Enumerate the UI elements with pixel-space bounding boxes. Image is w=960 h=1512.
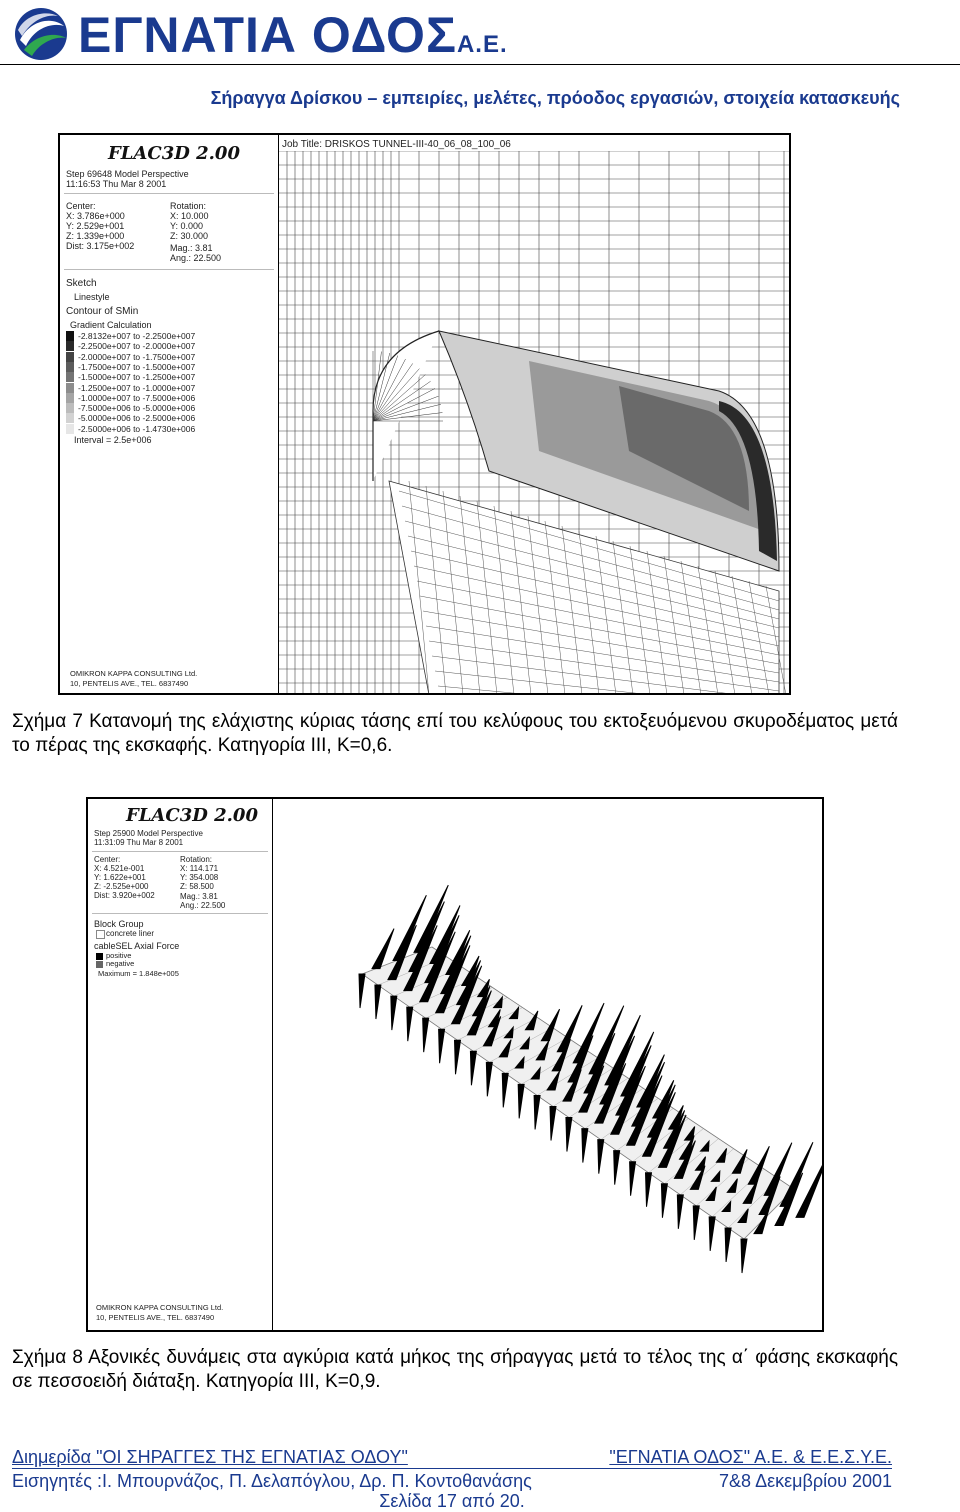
software-title: FLAC3D 2.00: [108, 143, 240, 164]
legend-entry: -7.5000e+006 to -5.0000e+006: [78, 403, 196, 414]
legend-swatch: [66, 352, 74, 362]
cable-arrow: [677, 1195, 683, 1229]
legend-swatch: [66, 362, 74, 372]
figure-1: [58, 133, 791, 695]
cable-arrow: [725, 1228, 731, 1262]
interval-label: Interval = 2.5e+006: [74, 435, 152, 445]
positive-swatch: [96, 953, 103, 960]
legend-swatch: [66, 413, 74, 423]
cable-arrow: [423, 1018, 429, 1052]
rotation-ang: Ang.: 22.500: [170, 253, 222, 263]
cable-arrow: [470, 1051, 476, 1085]
legend-entry: -1.7500e+007 to -1.5000e+007: [78, 361, 196, 372]
legend-entry: -2.2500e+007 to -2.0000e+007: [78, 341, 196, 352]
software-title: FLAC3D 2.00: [126, 805, 258, 826]
legend-entry: -5.0000e+006 to -2.5000e+006: [78, 413, 196, 424]
company-name: OMIKRON KAPPA CONSULTING Ltd.: [96, 1303, 224, 1312]
sketch-label: Sketch: [66, 278, 97, 289]
tunnel-mesh-plot: [279, 151, 791, 695]
rotation-z: Z: 58.500: [180, 882, 214, 891]
block-group-label: Block Group: [94, 919, 144, 929]
rotation-z: Z: 30.000: [170, 231, 209, 241]
company-address: 10, PENTELIS AVE., TEL. 6837490: [96, 1313, 215, 1322]
rotation-y: Y: 0.000: [170, 221, 204, 231]
linestyle-label: Linestyle: [74, 292, 110, 302]
anchor-force-plot: [274, 799, 822, 1330]
center-z: Z: -2.525e+000: [94, 882, 149, 891]
legend-swatch: [66, 393, 74, 403]
legend-entry: -1.2500e+007 to -1.0000e+007: [78, 382, 196, 393]
separator: [92, 913, 268, 914]
concrete-liner-swatch: [96, 930, 105, 939]
maximum-label: Maximum = 1.848e+005: [98, 969, 179, 978]
figure-2-info-panel: [88, 799, 273, 1330]
cable-arrow: [693, 1206, 699, 1240]
rotation-label: Rotation:: [170, 201, 207, 211]
cable-arrow: [709, 1217, 715, 1251]
rotation-x: X: 10.000: [170, 211, 209, 221]
cable-arrow: [486, 1062, 492, 1096]
cable-arrow: [375, 985, 381, 1019]
separator: [64, 193, 274, 194]
legend-swatch: [66, 341, 74, 351]
cable-arrow: [741, 1239, 747, 1273]
center-x: X: 3.786e+000: [66, 211, 125, 221]
footer-event: Διημερίδα "ΟΙ ΣΗΡΑΓΓΕΣ ΤΗΣ ΕΓΝΑΤΙΑΣ ΟΔΟΥ": [12, 1447, 408, 1467]
rotation-mag: Mag.: 3.81: [170, 243, 213, 253]
footer-line-1: [12, 1446, 892, 1468]
cable-arrow: [646, 1173, 652, 1207]
rotation-label: Rotation:: [180, 855, 213, 864]
cable-arrow: [614, 1151, 620, 1185]
footer-date: 7&8 Δεκεμβρίου 2001: [719, 1471, 892, 1491]
cable-arrow: [566, 1118, 572, 1152]
cable-arrow: [796, 1148, 822, 1218]
separator: [64, 269, 274, 270]
header-rule: [0, 64, 960, 65]
logo-main: ΕΓΝΑΤΙΑ ΟΔΟΣ: [78, 7, 457, 63]
page-number: Σελίδα 17 από 20.: [379, 1491, 525, 1511]
legend-entry: -1.5000e+007 to -1.2500e+007: [78, 372, 196, 383]
logo-swirl-icon: [12, 6, 70, 62]
rotation-mag: Mag.: 3.81: [180, 892, 218, 901]
positive-label: positive: [106, 951, 132, 960]
time-line: 11:16:53 Thu Mar 8 2001: [66, 179, 167, 189]
legend-swatch: [66, 331, 74, 341]
center-label: Center:: [66, 201, 96, 211]
figure-1-caption: Σχήμα 7 Κατανομή της ελάχιστης κύριας τάσης επί του κελύφους του εκτοξευόμενου σκυροδέματος μετά το πέρας της εκσκαφής. Κατηγορία ΙΙΙ, Κ=0,6.: [12, 711, 898, 756]
footer-line-2: [12, 1470, 892, 1492]
legend-swatch: [66, 424, 74, 434]
center-dist: Dist: 3.175e+002: [66, 241, 135, 251]
logo-suffix: Α.Ε.: [456, 31, 508, 58]
figure-2-caption: Σχήμα 8 Αξονικές δυνάμεις στα αγκύρια κατά μήκος της σήραγγας μετά το τέλος της α΄ φάσης εκσκαφής σε πεσσοειδή διάταξη. Κατηγορία ΙΙΙ, Κ=0,9.: [12, 1347, 898, 1392]
legend-swatch: [66, 383, 74, 393]
cable-arrow: [550, 1107, 556, 1141]
center-label: Center:: [94, 855, 121, 864]
job-title: Job Title: DRISKOS TUNNEL-III-40_06_08_100_06: [282, 139, 511, 150]
legend-swatch: [66, 372, 74, 382]
footer-authors: Εισηγητές :Ι. Μπουρνάζος, Π. Δελαπόγλου, Δρ. Π. Κοντοθανάσης: [12, 1471, 532, 1491]
negative-swatch: [96, 961, 103, 968]
legend-entry: -1.0000e+007 to -7.5000e+006: [78, 392, 196, 403]
center-x: X: 4.521e-001: [94, 864, 145, 873]
cable-arrow: [502, 1073, 508, 1107]
figure-2: [86, 797, 824, 1332]
center-y: Y: 1.622e+001: [94, 873, 146, 882]
step-line: Step 69648 Model Perspective: [66, 169, 189, 179]
company-address: 10, PENTELIS AVE., TEL. 6837490: [70, 679, 189, 688]
cable-arrow: [359, 974, 365, 1008]
footer-rule: [12, 1468, 892, 1469]
time-line: 11:31:09 Thu Mar 8 2001: [94, 838, 184, 847]
cable-arrow: [534, 1095, 540, 1129]
rotation-ang: Ang.: 22.500: [180, 901, 226, 910]
legend-entry: -2.8132e+007 to -2.2500e+007: [78, 331, 196, 341]
cable-arrow: [661, 1184, 667, 1218]
cable-axial-force-title: cableSEL Axial Force: [94, 941, 180, 951]
header: [0, 0, 960, 64]
legend-entry: -2.5000e+006 to -1.4730e+006: [78, 423, 196, 434]
separator: [92, 851, 268, 852]
center-y: Y: 2.529e+001: [66, 221, 125, 231]
legend-entry: -2.0000e+007 to -1.7500e+007: [78, 351, 196, 362]
cable-arrow: [630, 1162, 636, 1196]
contour-title: Contour of SMin: [66, 306, 139, 317]
cable-arrow: [455, 1040, 461, 1074]
figure-1-info-panel: [60, 135, 279, 693]
legend-swatch: [66, 403, 74, 413]
rotation-y: Y: 354.008: [180, 873, 219, 882]
footer-organizers: "ΕΓΝΑΤΙΑ ΟΔΟΣ" Α.Ε. & Ε.Ε.Σ.Υ.Ε.: [609, 1447, 892, 1467]
cable-arrow: [407, 1007, 413, 1041]
gradient-label: Gradient Calculation: [70, 320, 152, 330]
cable-arrow: [391, 996, 397, 1030]
cable-arrow: [439, 1029, 445, 1063]
center-dist: Dist: 3.920e+002: [94, 891, 155, 900]
concrete-liner-label: concrete liner: [106, 929, 155, 938]
step-line: Step 25900 Model Perspective: [94, 829, 203, 838]
center-z: Z: 1.339e+000: [66, 231, 125, 241]
document-title: Σήραγγα Δρίσκου – εμπειρίες, μελέτες, πρόοδος εργασιών, στοιχεία κατασκευής: [210, 88, 900, 108]
negative-label: negative: [106, 959, 135, 968]
rotation-x: X: 114.171: [180, 864, 219, 873]
cable-arrow: [582, 1129, 588, 1163]
footer-page: [12, 1490, 892, 1512]
cable-arrow: [598, 1140, 604, 1174]
cable-arrow: [518, 1084, 524, 1118]
company-name: OMIKRON KAPPA CONSULTING Ltd.: [70, 669, 198, 678]
